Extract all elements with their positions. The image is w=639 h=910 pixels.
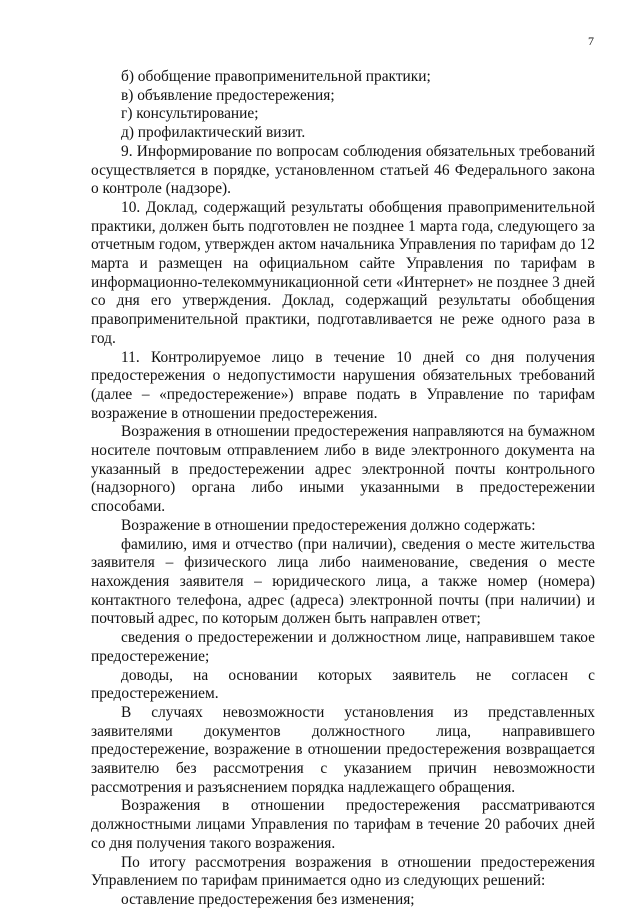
paragraph-decision-unchanged: оставление предостережения без изменения;: [121, 890, 415, 908]
page-number: 7: [588, 34, 594, 48]
paragraph-applicant-details: фамилию, имя и отчество (при наличии), сведения о месте жительства заявителя – физического лица либо наименование, сведения о месте нахождения заявителя – юридического лица, а также номер (номера) контактного телефона, адрес (адреса) электронной почты (при наличии) и почтовый адрес, по которым должен быть направлен ответ;: [91, 535, 595, 628]
paragraph-return-without-review: В случаях невозможности установления из представленных заявителями документов должностного лица, направившего предостережение, возражение в отношении предостережения возвращается заявителю без рассмотрения с указанием причин невозможности рассмотрения и разъяснением порядка надлежащего обращения.: [91, 703, 595, 796]
paragraph-decision-options: По итогу рассмотрения возражения в отношении предостережения Управлением по тарифам принимается одно из следующих решений:: [91, 853, 595, 890]
paragraph-objection-delivery: Возражения в отношении предостережения направляются на бумажном носителе почтовым отправлением либо в виде электронного документа на указанный в предостережении адрес электронной почты контрольного (надзорного) органа либо иными указанными в предостережении способами.: [91, 423, 595, 516]
list-item-d: д) профилактический визит.: [121, 124, 306, 142]
paragraph-9: 9. Информирование по вопросам соблюдения обязательных требований осуществляется в порядке, установленном статьей 46 Федерального закона о контроле (надзоре).: [91, 142, 595, 198]
paragraph-review-period: Возражения в отношении предостережения рассматриваются должностными лицами Управления по тарифам в течение 20 рабочих дней со дня получения такого возражения.: [91, 797, 595, 852]
paragraph-arguments: доводы, на основании которых заявитель не согласен с предостережением.: [91, 666, 595, 703]
list-item-v: в) объявление предостережения;: [121, 86, 335, 104]
paragraph-warning-details: сведения о предостережении и должностном лице, направившем такое предостережение;: [91, 629, 595, 665]
list-item-b: б) обобщение правоприменительной практики;: [121, 68, 431, 85]
paragraph-10: 10. Доклад, содержащий результаты обобщения правоприменительной практики, должен быть подготовлен не позднее 1 марта года, следующего за отчетным годом, утвержден актом начальника Управления по тарифам до 12 марта и размещен на официальном сайте Управления по тарифам в информационно-телекоммуникационной сети «Интернет» не позднее 3 дней со дня его утверждения. Доклад, содержащий результаты обобщения правоприменительной практики, подготавливается не реже одного раза в год.: [91, 198, 595, 347]
list-item-g: г) консультирование;: [121, 105, 259, 123]
paragraph-objection-contents: Возражение в отношении предостережения должно содержать:: [121, 516, 536, 534]
document-body: [91, 68, 595, 910]
paragraph-11: 11. Контролируемое лицо в течение 10 дней со дня получения предостережения о недопустимости нарушения обязательных требований (далее – «предостережение») вправе подать в Управление по тарифам возражение в отношении предостережения.: [91, 348, 595, 422]
